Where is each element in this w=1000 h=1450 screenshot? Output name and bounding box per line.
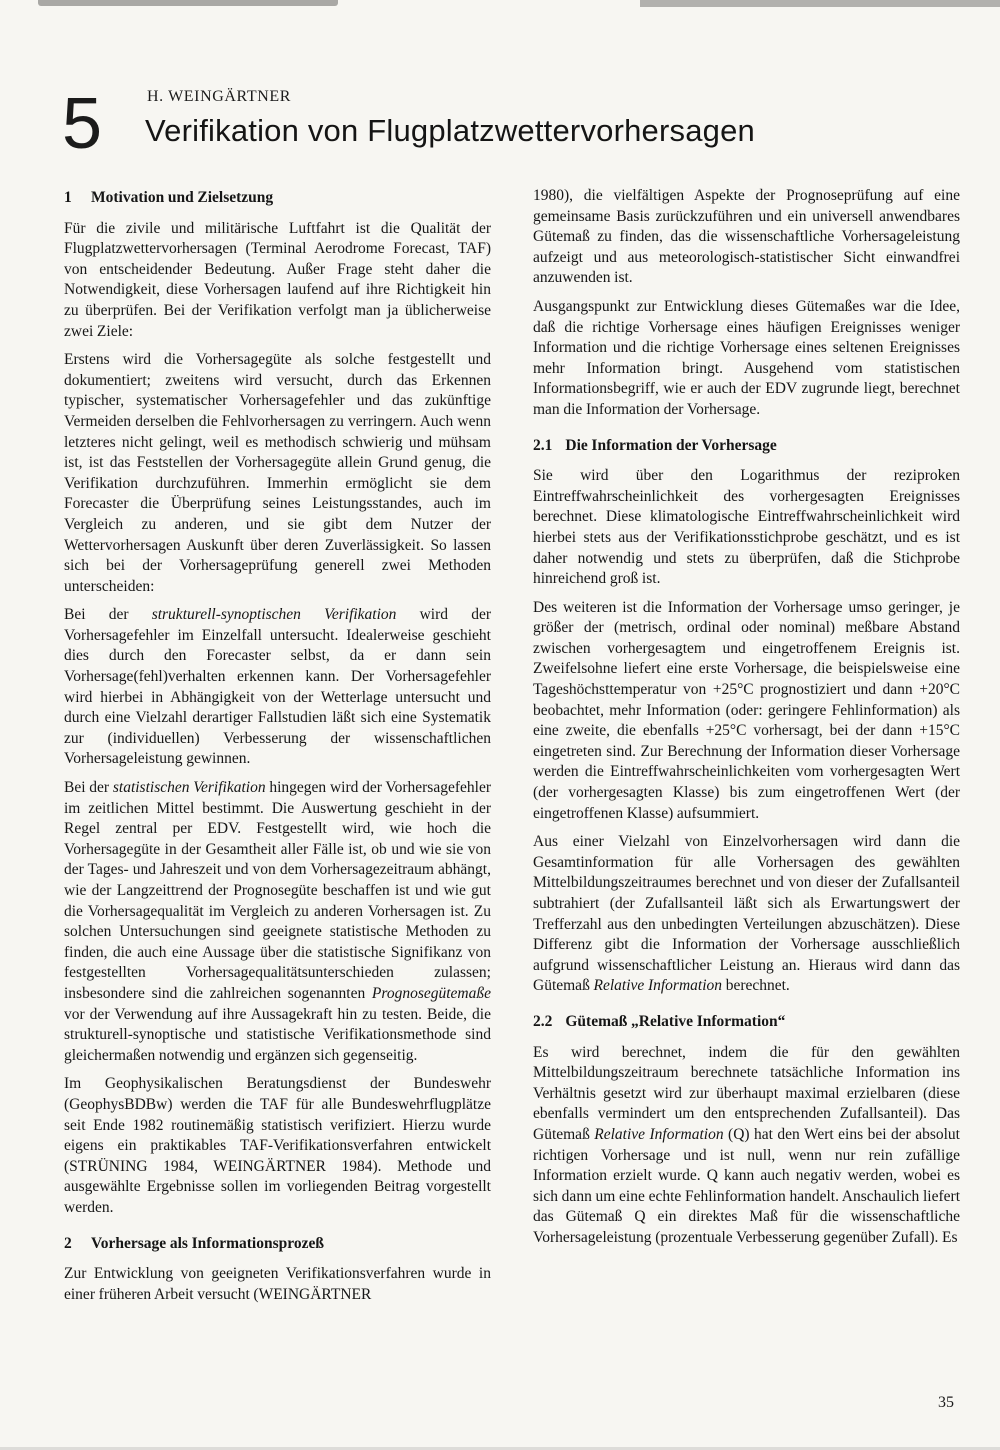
chapter-number: 5 <box>62 84 103 164</box>
section-number: 2 <box>64 1234 72 1252</box>
paragraph <box>64 350 491 597</box>
section-heading <box>64 1234 491 1255</box>
section-number: 2.2 <box>533 1012 553 1030</box>
section-heading <box>64 188 491 209</box>
chapter-title: Verifikation von Flugplatzwettervorhersagen <box>145 113 755 148</box>
emphasized-text: Relative Information <box>593 977 723 995</box>
body-text: wird der Vorhersagefehler im Einzelfall untersucht. Idealerweise geschieht dies durch den Forecaster selbst, da er dann sein Vorhersage(fehl)verhalten erkennen kann. Der Vorhersagefehler wird hierbei in Abhängigkeit von der Wetterlage untersucht und durch eine Vielzahl derartiger Fallstudien läßt sich eine Systematik zur (individuellen) Verbesserung der wissenschaftlichen Vorhersageleistung gewinnen. <box>64 606 492 768</box>
author-name: H. WEINGÄRTNER <box>147 88 292 105</box>
body-text: berechnet. <box>722 977 790 995</box>
paragraph <box>64 605 491 770</box>
body-text: hingegen wird der Vorhersagefehler im zeitlichen Mittel bestimmt. Die Auswertung geschieht in der Regel zentral per EDV. Festgestellt wird, wie hoch die Vorhersagegüte in der Gesamtheit aller Fälle ist, ob und wie sie von der Tages- und Jahreszeit und von dem Vorhersagezeitraum abhängt, wie der Langzeittrend der Prognosegüte beschaffen ist und wie gut die Vorhersagequalität im Vergleich zu anderen Vorhersagen ist. Zu solchen Untersuchungen sind geeignete statistische Methoden zu finden, die auch eine Aussage über die statistische Signifikanz von festgestellten Vorhersagequalitätsunterschieden zulassen; insbesondere sind die zahlreichen sogenannten <box>64 779 491 1002</box>
paragraph <box>64 219 491 343</box>
paragraph <box>533 186 960 289</box>
body-text: Des weiteren ist die Information der Vorhersage umso geringer, je größer der (metrisch, ordinal oder nominal) meßbare Abstand zwischen vorhergesagtem und eingetroffenem Ereignis ist. Zweifelsohne liefert eine erste Vorhersage, die beispielsweise eine Tageshöchsttemperatur von +25°C prognostiziert und dann +20°C beobachtet, mehr Information (oder: geringere Fehlinformation) als eine zweite, die ebenfalls +25°C vorhersagt, bei der dann +15°C eingetreten sind. Zur Berechnung der Information dieser Vorhersage werden die Eintreffwahrscheinlichkeiten vom vorhergesagten Wert (der vorhergesagten Klasse) bis zum eingetroffenen Wert (der eingetroffenen Klasse) aufsummiert. <box>533 598 960 822</box>
right-column <box>533 186 960 1313</box>
body-text: vor der Verwendung auf ihre Aussagekraft hin zu testen. Beide, die strukturell-synoptische und statistische Verifikationsmethode sind gleichermaßen notwendig und ergänzen sich gegenseitig. <box>64 1005 491 1064</box>
body-text: Es wird berechnet, indem die für den gewählten Mittelbildungszeitraum berechnete tatsächliche Information ins Verhältnis gesetzt wird zur überhaupt maximal erzielbaren (diese ebenfalls vermindert um den entsprechenden Zufallsanteil). Das Gütemaß <box>533 1043 960 1143</box>
body-text: Zur Entwicklung von geeigneten Verifikationsverfahren wurde in einer früheren Arbeit versucht (WEINGÄRTNER <box>64 1265 491 1303</box>
section-number: 2.1 <box>533 436 553 454</box>
body-text: Ausgangspunkt zur Entwicklung dieses Gütemaßes war die Idee, daß die richtige Vorhersage eines häufigen Ereignisses weniger Information und die richtige Vorhersage eines seltenen Ereignisses mehr Information bringt. Ausgehend vom statistischen Informationsbegriff, wie er auch der EDV zugrunde liegt, berechnet man die Information der Vorhersage. <box>533 297 960 418</box>
left-column <box>64 186 491 1313</box>
paragraph <box>64 778 491 1066</box>
paragraph <box>64 1264 491 1305</box>
section-heading <box>533 1012 960 1033</box>
section-title: Vorhersage als Informationsprozeß <box>91 1234 324 1252</box>
scan-artifact-top-left <box>38 0 338 6</box>
emphasized-text: statistischen Verifikation <box>112 779 266 797</box>
body-text: Für die zivile und militärische Luftfahrt ist die Qualität der Flugplatzwettervorhersagen (Terminal Aerodrome Forecast, TAF) von entscheidender Bedeutung. Außer Frage steht daher die Notwendigkeit, diese Vorhersagen laufend auf ihre Richtigkeit hin zu überprüfen. Bei der Verifikation verfolgt man ja üblicherweise zwei Ziele: <box>64 219 491 340</box>
body-text: Im Geophysikalischen Beratungsdienst der Bundeswehr (GeophysBDBw) werden die TAF für alle Bundeswehrflugplätze seit Ende 1982 routinemäßig statistisch verifiziert. Hierzu wurde eigens ein praktikables TAF-Verifikationsverfahren entwickelt (STRÜNING 1984, WEINGÄRTNER 1984). Methode und ausgewählte Ergebnisse sollen im vorliegenden Beitrag vorgestellt werden. <box>64 1075 491 1216</box>
section-heading <box>533 436 960 457</box>
body-text: Aus einer Vielzahl von Einzelvorhersagen wird dann die Gesamtinformation für alle Vorhersagen des gewählten Mittelbildungszeitraumes berechnet und von dieser der Zufallsanteil subtrahiert (der Zufallsanteil läßt sich als Erwartungswert der Trefferzahl aus den unbedingten Verteilungen abzuschätzen). Diese Differenz gibt die Information der Vorhersage ausschließlich aufgrund wissenschaftlicher Leistung an. Hieraus wird dann das Gütemaß <box>533 833 960 995</box>
paragraph <box>533 1043 960 1249</box>
section-title: Die Information der Vorhersage <box>565 436 777 454</box>
body-text: Erstens wird die Vorhersagegüte als solche festgestellt und dokumentiert; zweitens wird versucht, durch das Erkennen typischer, systematischer Vorhersagefehler und das zukünftige Vermeiden derselben die Fehlvorhersagen zu verringern. Auch wenn letzteres nicht gelingt, weil es methodisch schwierig und mühsam ist, ist das Feststellen der Vorhersagegüte allein Grund genug, die Verifikation durchzuführen. Immerhin ermöglicht sie dem Forecaster die Überprüfung seines Leistungsstandes, auch im Vergleich zu anderen, und sie gibt dem Nutzer der Wettervorhersagen Auskunft über deren Zuverlässigkeit. So lassen sich bei der Vorhersageprüfung generell zwei Methoden unterscheiden: <box>64 351 491 595</box>
paragraph <box>533 466 960 590</box>
body-text: 1980), die vielfältigen Aspekte der Prognoseprüfung auf eine gemeinsame Basis zurückzuführen und ein universell anwendbares Gütemaß zu finden, das die wissenschaftliche Vorhersageleistung aufzeigt und aus meteorologisch-statistischer Sicht einwandfrei anzuwenden ist. <box>533 187 960 287</box>
scan-artifact-top-right <box>640 0 1000 7</box>
text-columns <box>64 186 960 1313</box>
section-number: 1 <box>64 189 72 206</box>
section-title: Motivation und Zielsetzung <box>91 189 274 206</box>
paragraph <box>64 1074 491 1218</box>
body-text: Sie wird über den Logarithmus der reziproken Eintreffwahrscheinlichkeit des vorhergesagten Ereignisses berechnet. Diese klimatologische Eintreffwahrscheinlichkeit wird hierbei stets aus der Verifikationsstichprobe geschätzt, und es ist daher notwendig und stets zu überprüfen, daß die Stichprobe hinreichend groß ist. <box>533 467 960 588</box>
page-number: 35 <box>938 1394 954 1411</box>
paragraph <box>533 297 960 421</box>
emphasized-text: strukturell-synoptischen Verifikation <box>151 606 397 624</box>
emphasized-text: Prognosegütemaße <box>371 984 491 1002</box>
paragraph <box>533 598 960 825</box>
emphasized-text: Relative Information <box>594 1125 724 1143</box>
body-text: (Q) hat den Wert eins bei der absolut richtigen Vorhersage und ist null, wenn nur rein zufällige Information erzielt wurde. Q kann auch negativ werden, wobei es sich dann um eine echte Fehlinformation handelt. Anschaulich liefert das Gütemaß Q ein direktes Maß für die wissenschaftliche Vorhersageleistung (prozentuale Verbesserung gegenüber Zufall). Es <box>533 1125 960 1246</box>
body-text: Bei der <box>64 779 113 797</box>
paragraph <box>533 832 960 997</box>
body-text: Bei der <box>64 606 152 624</box>
section-title: Gütemaß „Relative Information“ <box>565 1012 786 1030</box>
